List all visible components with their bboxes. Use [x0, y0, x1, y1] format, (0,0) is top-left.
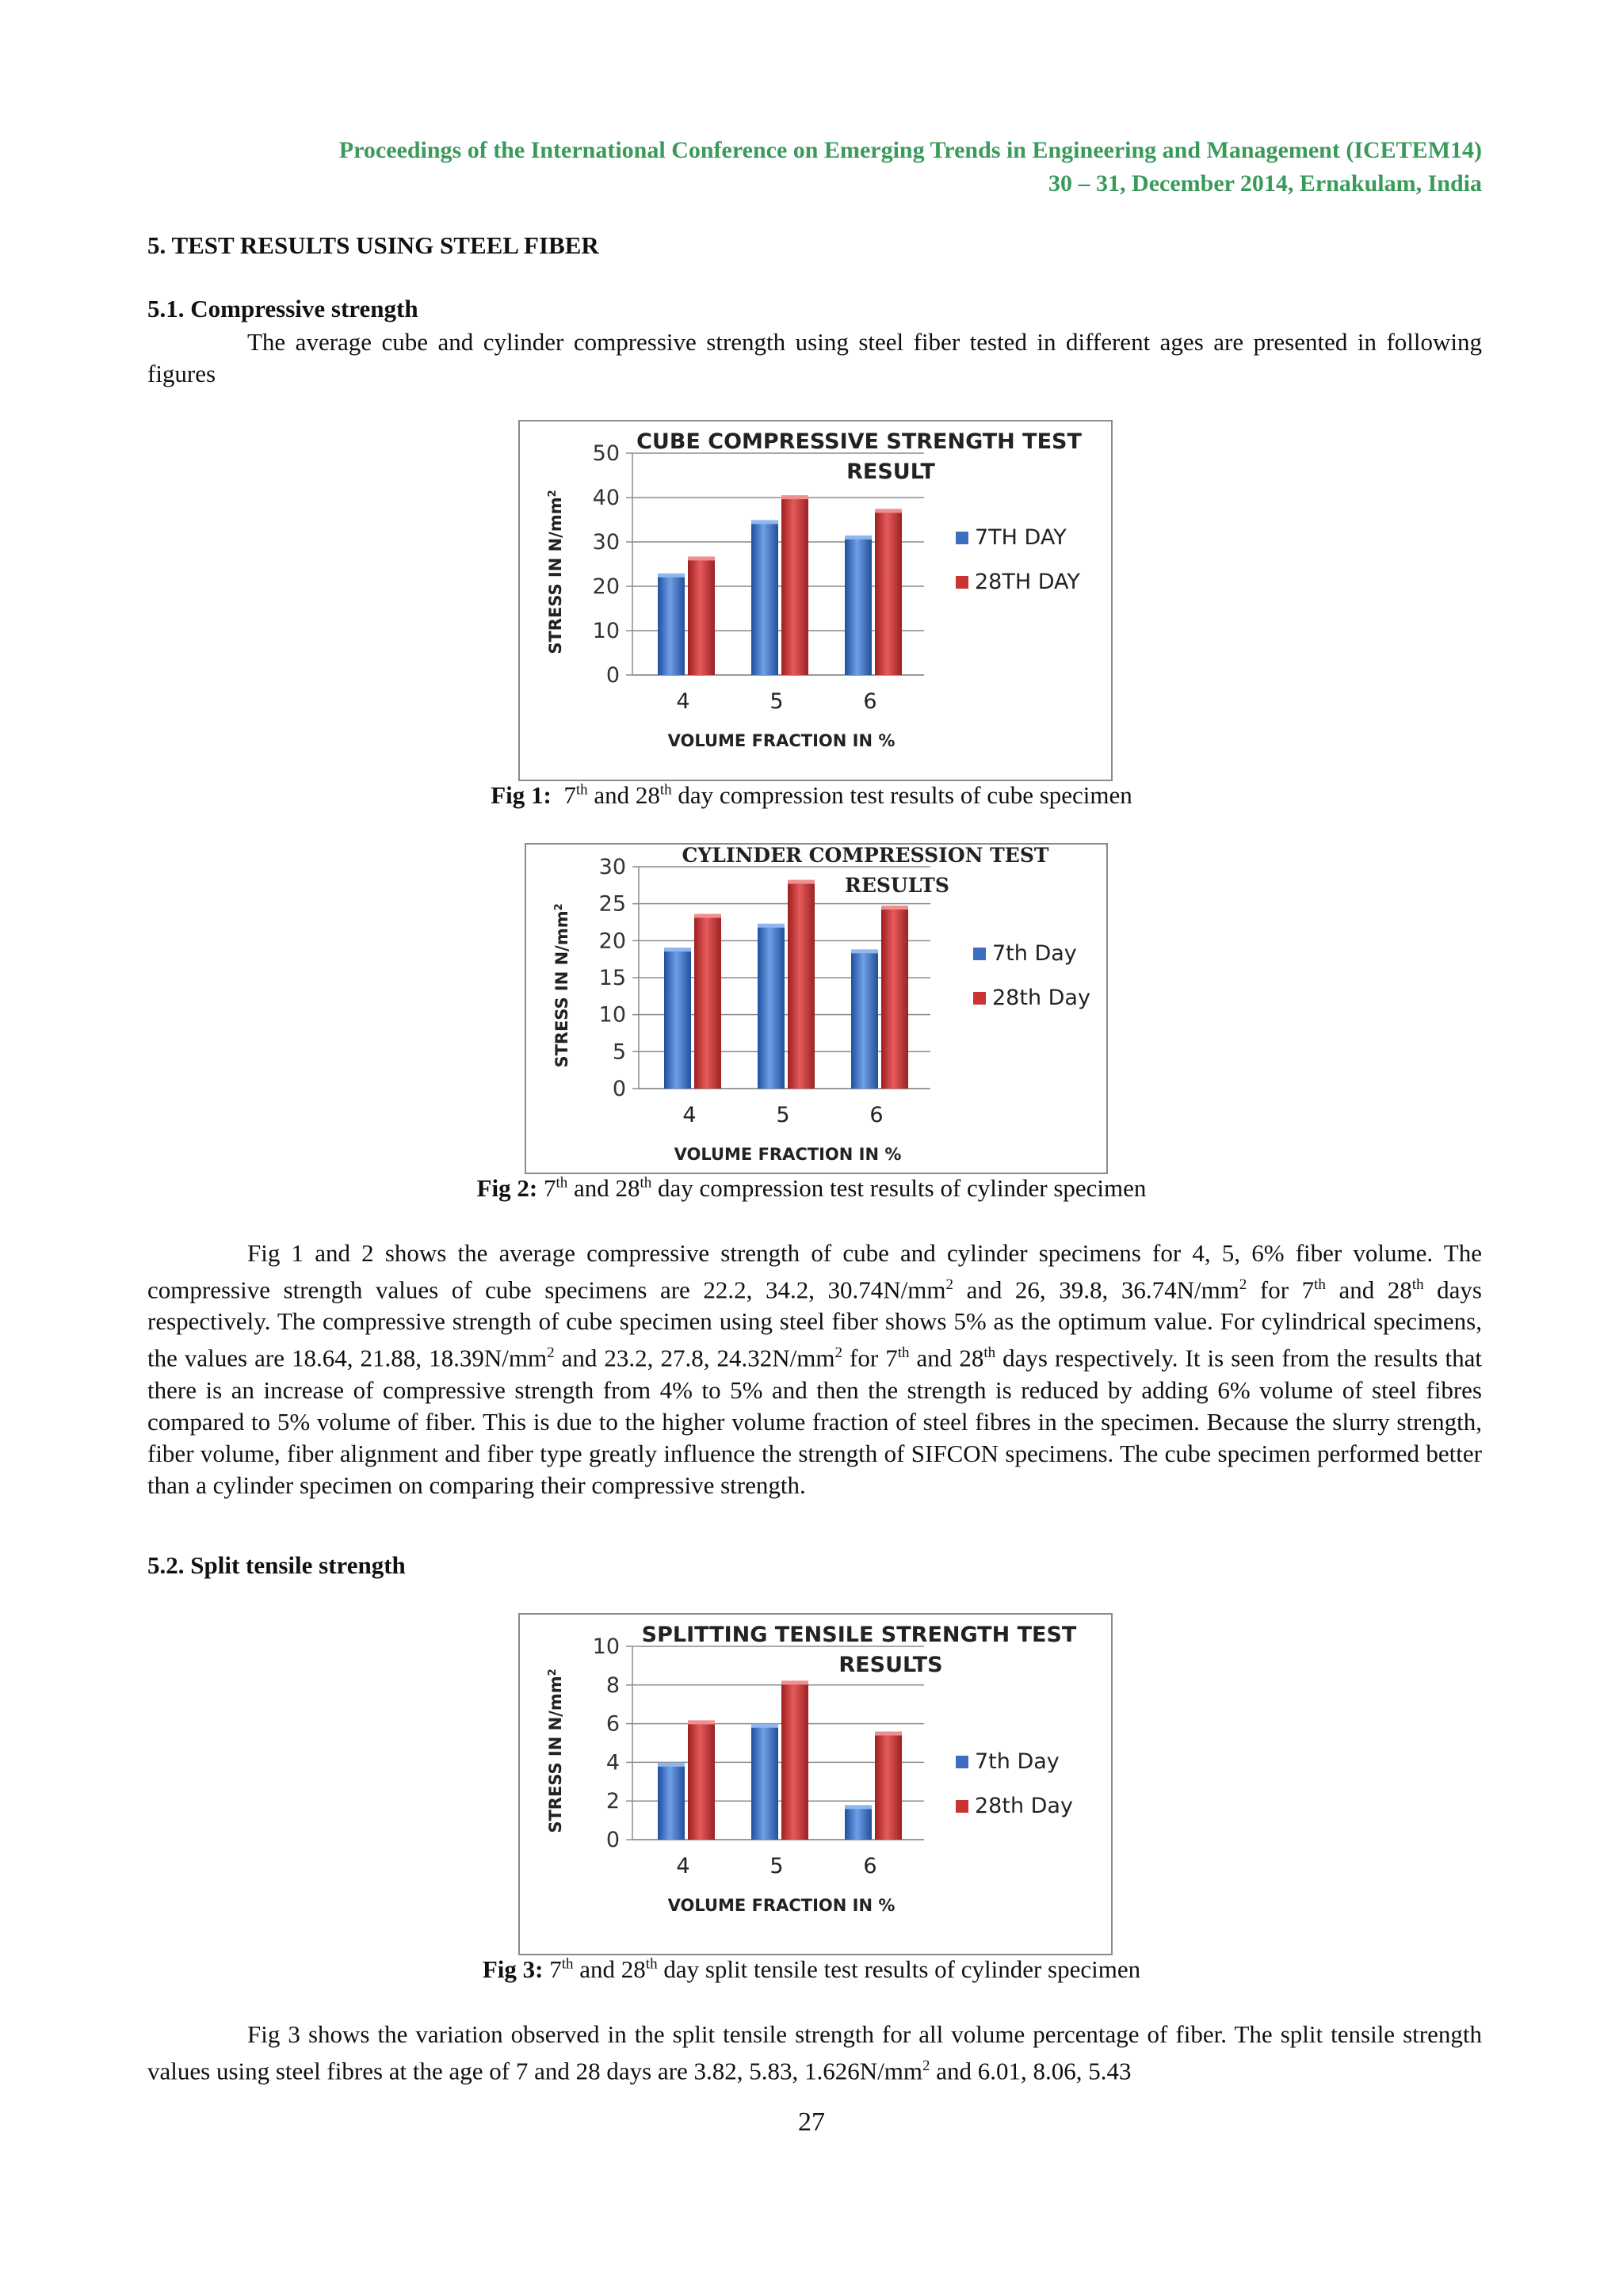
- legend-swatch: [973, 992, 986, 1005]
- caption-text: 7: [543, 1955, 562, 1983]
- caption-text: 7: [563, 781, 576, 809]
- y-tick-label: 20: [592, 574, 620, 599]
- x-tick-label: 6: [869, 1103, 884, 1127]
- caption-text: and 28: [573, 1955, 646, 1983]
- caption-text: 7: [537, 1174, 556, 1202]
- bar-top-highlight: [781, 495, 808, 499]
- legend-swatch: [973, 948, 986, 960]
- bar-top-highlight: [845, 1805, 872, 1809]
- bar-top-highlight: [688, 556, 715, 560]
- caption-label: Fig 3:: [482, 1955, 544, 1983]
- chart-title-line: CUBE COMPRESSIVE STRENGTH TEST: [636, 429, 1082, 454]
- bar-7th-day: [658, 577, 685, 675]
- y-tick-label: 10: [592, 619, 620, 643]
- y-tick-label: 4: [605, 1750, 620, 1775]
- legend-swatch: [956, 1756, 968, 1768]
- text-run: for 7: [842, 1344, 898, 1372]
- text-run: days respectively. It is seen from the results that there is an increase of compressive strength from 4% to 5% and then the strength is reduced by adding 6% volume of steel fibres compared to 5% volume of fiber. This is due to the higher volume fraction of steel fibres in the specimen. Because the slurry strength, fiber volume, fiber alignment and fiber type greatly influence the strength of SIFCON specimens. The cube specimen performed better than a cylinder specimen on comparing their compressive strength.: [147, 1344, 1483, 1499]
- text-run: and 6.01, 8.06, 5.43: [930, 2057, 1132, 2085]
- y-tick-label: 15: [598, 966, 626, 990]
- bar-28th-day: [788, 883, 815, 1089]
- chart-title-line: SPLITTING TENSILE STRENGTH TEST: [641, 1623, 1077, 1647]
- running-header-line1: Proceedings of the International Conference on Emerging Trends in Engineering and Management (ICETEM14): [338, 137, 1482, 163]
- bar-7th-day: [845, 1808, 872, 1840]
- figure-2-caption: [0, 1174, 1623, 1203]
- superscript: 2: [922, 2058, 930, 2074]
- cube-compression-chart: [520, 421, 1111, 780]
- legend-swatch: [956, 532, 968, 544]
- text-run: and 28: [1325, 1276, 1412, 1304]
- legend-label: 28TH DAY: [975, 570, 1080, 594]
- caption-sup: th: [659, 781, 672, 799]
- x-tick-label: 5: [769, 689, 784, 714]
- text-run: and 28: [909, 1344, 984, 1372]
- bar-7th-day: [851, 952, 878, 1089]
- caption-sup: th: [561, 1955, 574, 1973]
- legend-label: 7th Day: [975, 1749, 1060, 1774]
- bar-7th-day: [751, 1727, 778, 1840]
- caption-sup: th: [640, 1174, 652, 1192]
- bar-top-highlight: [875, 1732, 902, 1736]
- y-tick-label: 40: [592, 486, 620, 510]
- caption-text: day compression test results of cylinder specimen: [651, 1174, 1147, 1202]
- bar-7th-day: [758, 927, 785, 1089]
- y-tick-label: 10: [592, 1634, 620, 1659]
- bar-top-highlight: [781, 1680, 808, 1684]
- intro-text: The average cube and cylinder compressive strength using steel fiber tested in different ages are presented in following figures: [147, 328, 1482, 387]
- x-tick-label: 4: [682, 1103, 697, 1127]
- y-tick-label: 8: [605, 1672, 620, 1698]
- y-tick-label: 25: [598, 891, 626, 917]
- bar-7th-day: [845, 539, 872, 675]
- figure-3-chart: [518, 1613, 1113, 1955]
- figure-2-chart: [525, 843, 1108, 1174]
- superscript: th: [1314, 1276, 1326, 1293]
- bar-top-highlight: [658, 1763, 685, 1767]
- superscript: 2: [834, 1344, 842, 1362]
- figure-1-chart: [518, 420, 1113, 781]
- text-run: and 26, 39.8, 36.74N/mm: [953, 1276, 1239, 1304]
- bar-top-highlight: [664, 948, 691, 952]
- bar-28th-day: [781, 498, 808, 675]
- text-run: days respectively. The compressive strength of cube specimen using steel fiber shows 5% as the optimum value. For cylindrical specimens, the values are 18.64, 21.88, 18.39N/mm: [147, 1276, 1482, 1372]
- superscript: th: [897, 1344, 910, 1362]
- bar-28th-day: [875, 1735, 902, 1840]
- text-run: and 23.2, 27.8, 24.32N/mm: [554, 1344, 835, 1372]
- split-tensile-chart: [520, 1615, 1111, 1954]
- bar-28th-day: [694, 917, 721, 1089]
- bar-top-highlight: [788, 880, 815, 884]
- caption-text: day compression test results of cube specimen: [671, 781, 1132, 809]
- x-tick-label: 6: [863, 1854, 877, 1878]
- x-tick-label: 6: [863, 689, 877, 714]
- legend-swatch: [956, 1800, 968, 1813]
- y-tick-label: 0: [605, 1828, 620, 1852]
- bar-top-highlight: [881, 906, 908, 910]
- y-axis-label: STRESS IN $N/mm^2$: [546, 490, 565, 654]
- bar-top-highlight: [875, 509, 902, 513]
- text-run: for 7: [1247, 1276, 1315, 1304]
- bar-top-highlight: [658, 574, 685, 578]
- legend-label: 7th Day: [992, 941, 1077, 966]
- section-5-1-intro: [147, 326, 1482, 390]
- y-tick-label: 5: [612, 1039, 626, 1065]
- superscript: 2: [1239, 1276, 1247, 1293]
- y-tick-label: 30: [598, 855, 626, 879]
- y-axis-label-sup: 2: [546, 1669, 559, 1676]
- bar-top-highlight: [845, 536, 872, 540]
- caption-sup: th: [556, 1174, 568, 1192]
- running-header-line2: 30 – 31, December 2014, Ernakulam, India: [1048, 170, 1482, 196]
- y-tick-label: 50: [592, 441, 620, 466]
- caption-sup: th: [575, 781, 588, 799]
- chart-title-line: RESULT: [846, 460, 935, 484]
- y-axis-label: STRESS IN $N/mm^2$: [552, 903, 571, 1068]
- x-axis-label: VOLUME FRACTION IN %: [667, 1896, 896, 1915]
- y-tick-label: 6: [605, 1711, 620, 1737]
- y-axis-label-sup: 2: [552, 903, 565, 911]
- section-5-heading: 5. TEST RESULTS USING STEEL FIBER: [147, 231, 599, 259]
- legend-label: 28th Day: [975, 1794, 1073, 1818]
- cylinder-compression-chart: [526, 845, 1106, 1173]
- bar-7th-day: [751, 523, 778, 675]
- y-tick-label: 0: [612, 1077, 626, 1101]
- legend-label: 28th Day: [992, 986, 1090, 1010]
- superscript: th: [983, 1344, 996, 1362]
- text-run: Fig 1 and 2 shows the average compressive strength of cube and cylinder specimens for 4, 5, 6% fiber volume. The compressive strength values of cube specimens are 22.2, 34.2, 30.74N/mm: [147, 1239, 1482, 1304]
- caption-sup: th: [645, 1955, 658, 1973]
- section-5-2-heading: 5.2. Split tensile strength: [147, 1551, 406, 1579]
- y-axis-label-sup: 2: [546, 490, 559, 498]
- bar-28th-day: [688, 559, 715, 675]
- figure-1-caption: [0, 781, 1623, 810]
- bar-28th-day: [688, 1723, 715, 1840]
- section-5-1-heading: 5.1. Compressive strength: [147, 295, 418, 322]
- y-tick-label: 10: [598, 1002, 626, 1028]
- bar-top-highlight: [688, 1720, 715, 1724]
- bar-7th-day: [664, 951, 691, 1089]
- figure-3-caption: [0, 1955, 1623, 1984]
- legend-swatch: [956, 576, 968, 589]
- section-5-2-discussion: [147, 2019, 1482, 2087]
- x-tick-label: 5: [769, 1854, 784, 1878]
- y-tick-label: 2: [605, 1789, 620, 1814]
- caption-text: and 28: [587, 781, 660, 809]
- y-tick-label: 0: [605, 663, 620, 688]
- x-tick-label: 5: [776, 1103, 790, 1127]
- caption-text: and 28: [567, 1174, 640, 1202]
- bar-top-highlight: [758, 924, 785, 928]
- y-tick-label: 20: [598, 929, 626, 954]
- superscript: th: [1411, 1276, 1424, 1293]
- bar-7th-day: [658, 1766, 685, 1840]
- bar-top-highlight: [751, 520, 778, 524]
- y-tick-label: 30: [592, 530, 620, 555]
- bar-28th-day: [875, 512, 902, 675]
- superscript: 2: [547, 1344, 555, 1362]
- caption-label: Fig 1:: [491, 781, 552, 809]
- bar-top-highlight: [751, 1724, 778, 1728]
- bar-top-highlight: [694, 913, 721, 917]
- superscript: 2: [945, 1276, 953, 1293]
- x-tick-label: 4: [676, 689, 690, 714]
- page-number: 27: [798, 2107, 825, 2137]
- legend-label: 7TH DAY: [975, 525, 1067, 550]
- bar-28th-day: [881, 909, 908, 1089]
- caption-text: day split tensile test results of cylinder specimen: [657, 1955, 1141, 1983]
- y-axis-label: STRESS IN $N/mm^2$: [546, 1669, 565, 1833]
- bar-top-highlight: [851, 949, 878, 953]
- chart-title-line: RESULTS: [845, 874, 949, 897]
- x-axis-label: VOLUME FRACTION IN %: [674, 1145, 902, 1164]
- discussion-text: [147, 2019, 1482, 2087]
- x-tick-label: 4: [676, 1854, 690, 1878]
- section-5-1-discussion: [147, 1238, 1482, 1501]
- caption-label: Fig 2:: [476, 1174, 538, 1202]
- discussion-text: [147, 1238, 1482, 1501]
- text-run: Fig 3 shows the variation observed in the split tensile strength for all volume percentage of fiber. The split tensile strength values using steel fibres at the age of 7 and 28 days are 3.82, 5.83, 1.626N/mm: [147, 2020, 1482, 2085]
- bar-28th-day: [781, 1684, 808, 1840]
- chart-title-line: CYLINDER COMPRESSION TEST: [682, 845, 1049, 867]
- chart-title-line: RESULTS: [838, 1653, 943, 1677]
- x-axis-label: VOLUME FRACTION IN %: [667, 731, 896, 750]
